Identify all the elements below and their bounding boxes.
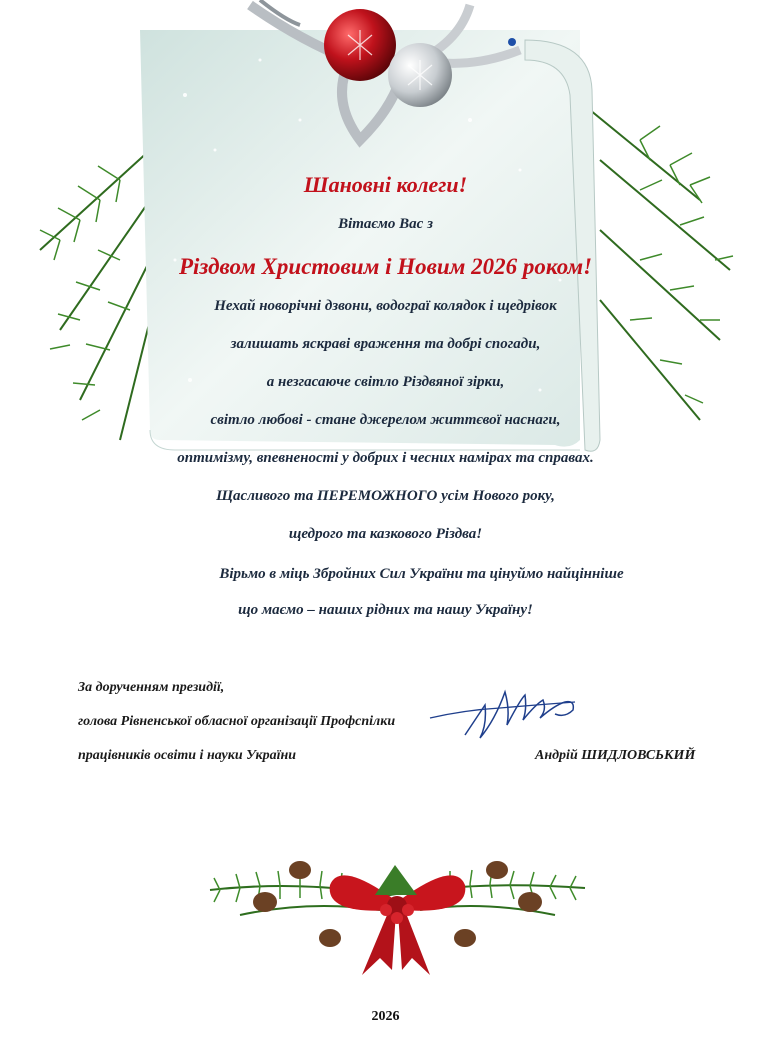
greeting-line: світло любові - стане джерелом життєвої наснаги, (210, 412, 561, 428)
greeting-line: залишать яскраві враження та добрі спогади, (230, 336, 541, 352)
holiday-title: Різдвом Христовим і Новим 2026 роком! (178, 254, 593, 279)
garland-decoration (0, 840, 771, 980)
greeting-line: оптимізму, впевненості у добрих і чесних намірах та справах. (177, 450, 594, 466)
greeting-line: що маємо – наших рідних та нашу Україну! (238, 602, 533, 618)
greeting-intro: Вітаємо Вас з (338, 216, 433, 232)
footer-year: 2026 (371, 1009, 400, 1024)
greeting-line: Вірьмо в міць Збройних Сил України та цінуймо найцінніше (219, 566, 624, 582)
salutation: Шановні колеги! (303, 172, 468, 197)
greeting-line: Щасливого та ПЕРЕМОЖНОГО усім Нового року, (216, 488, 555, 504)
red-bow (330, 865, 466, 975)
greeting-line: Нехай новорічні дзвони, водограї колядок і щедрівок (214, 298, 557, 314)
handwritten-signature (425, 680, 590, 745)
greeting-line: а незгасаюче світло Різдвяної зірки, (266, 374, 505, 390)
signature-organization: працівників освіти і науки України (78, 748, 297, 763)
signature-authority: За дорученням президії, (78, 680, 225, 695)
signature-position: голова Рівненської обласної організації Профспілки (78, 714, 396, 729)
signatory-name: Андрій ШИДЛОВСЬКИЙ (535, 748, 696, 763)
greeting-line: щедрого та казкового Різдва! (288, 526, 483, 542)
scroll-decoration (0, 0, 771, 470)
